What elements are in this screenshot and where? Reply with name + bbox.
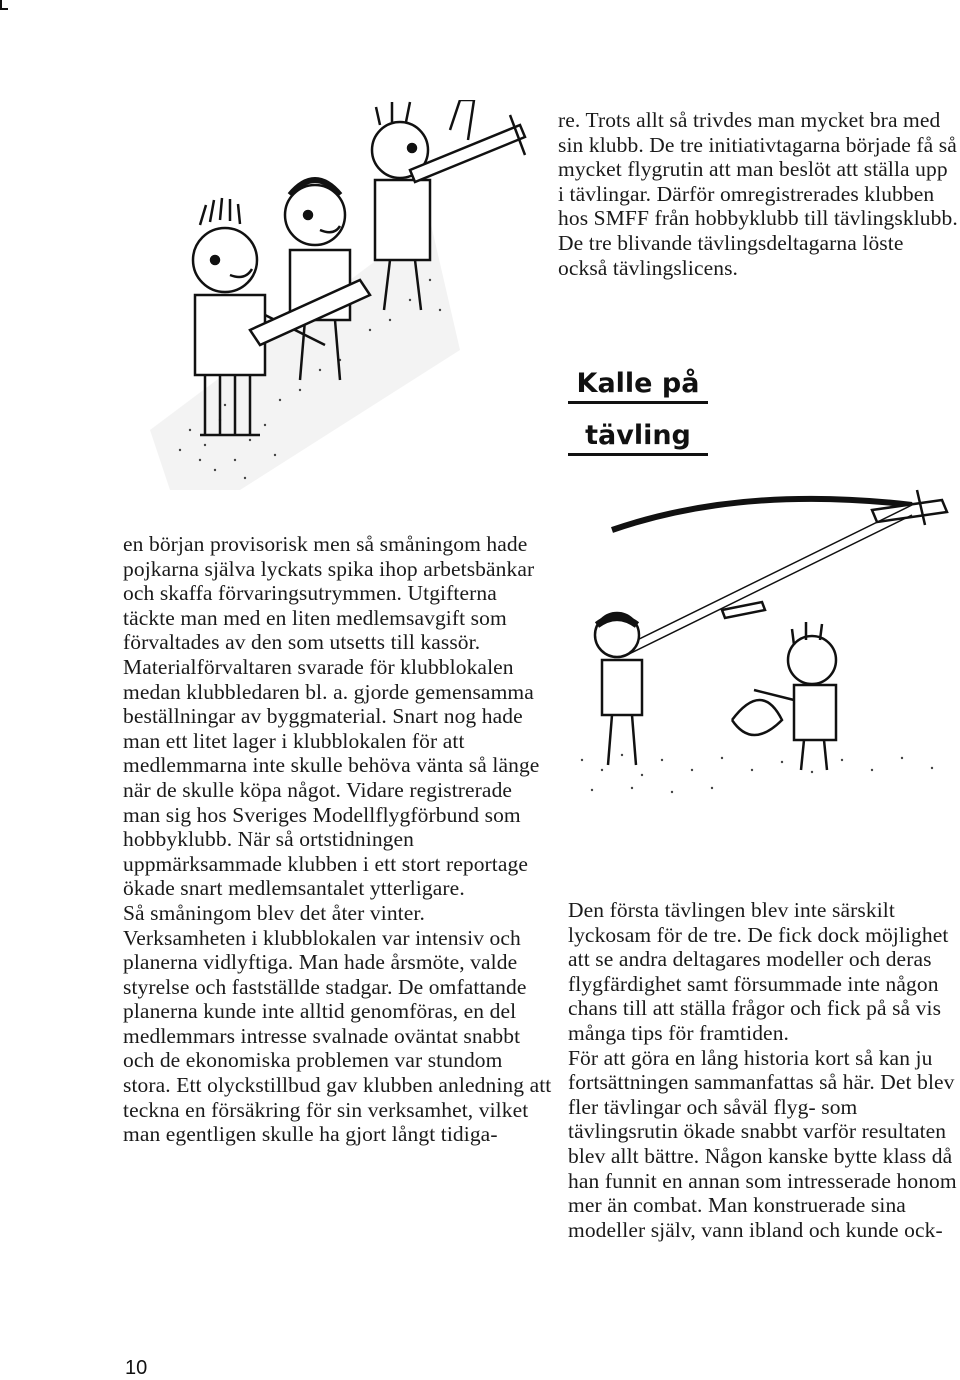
paragraph: en början provisorisk men så småningom hade pojkarna själva lyckats spika ihop arbetsbänkar och skaffa förvaringsutrymmen. Utgifterna täckte man med en liten medlemsavgift som förvaltades av den som utsetts till kassör. Materialförvaltaren svarade för klubblokalen medan klubbledaren bl. a. gjorde gemensamma beställningar av byggmaterial. Snart nog hade man ett litet lager i klubblokalen för att medlemmarna inte skulle behöva vänta så länge när de skulle köpa något. Vidare registrerade man sig hos Sveriges Modellflygförbund som hobbyklubb. När så ortstidningen uppmärksammade klubben i ett stort reportage ökade snart medlemsantalet ytterligare. [123,532,540,901]
crop-mark [0,0,8,10]
section-heading-line-2: tävling [568,420,708,456]
control-line-flying-illustration [572,470,960,890]
paragraph: För att göra en lång historia kort så kan ju fortsättningen sammanfattas så här. Det blev fler tävlingar och såväl flyg- som tävlingsrutin ökade snabbt varför resultaten blev allt bättre. Någon kanske bytte klass då han funnit en annan som intresserade honom mer än combat. Man konstruerade sina modeller själv, vann ibland och kunde ock- [568,1045,957,1242]
text-column-left [123,532,553,1147]
page-number: 10 [125,1357,148,1379]
three-boys-with-model-planes-illustration [130,100,550,490]
text-column-right [568,898,960,1242]
paragraph: Så småningom blev det åter vinter. Verksamheten i klubblokalen var intensiv och planerna vidlyftiga. Man hade årsmöte, valde styrelse och fastställde stadgar. De omfattande planerna kunde inte alltid genomföras, en del medlemmars intresse svalnade oväntat snabbt och de ekonomiska problemen var stundom stora. Ett olyckstillbud gav klubben anledning att teckna en försäkring för sin verksamhet, vilket man egentligen skulle ha gjort långt tidiga- [123,900,552,1147]
text-column-top-right [558,108,958,280]
ground-stipple [581,754,933,793]
section-heading-line-1: Kalle på [568,368,708,404]
paragraph: re. Trots allt så trivdes man mycket bra med sin klubb. De tre initiativtagarna började få så mycket flygrutin att man beslöt att ställa upp i tävlingar. Därför omregistrerades klubben hos SMFF från hobbyklubb till tävlingsklubb. De tre blivande tävlingsdeltagarna löste också tävlingslicens. [558,108,958,280]
paragraph: Den första tävlingen blev inte särskilt lyckosam för de tre. De fick dock möjlighet att se andra deltagares modeller och deras flygfärdighet samt försummade inte någon chans till att ställa frågor och fick på så vis många tips för framtiden. [568,898,949,1045]
